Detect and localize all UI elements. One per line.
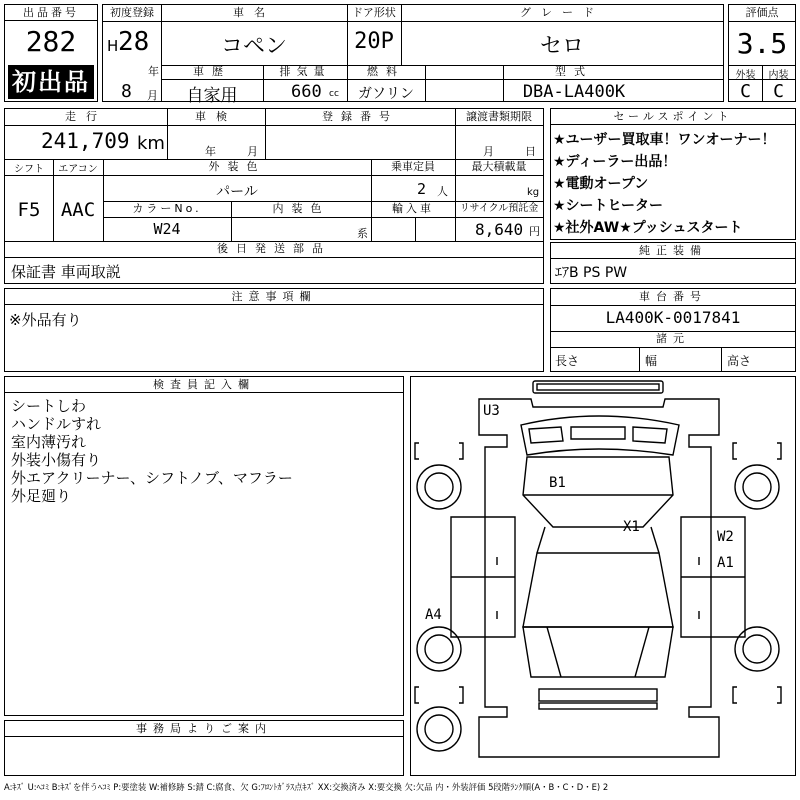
notes-text: ※外品有り: [9, 311, 82, 329]
length-label: 長さ: [555, 354, 580, 368]
insp-month-unit: 月: [247, 145, 258, 158]
lot-box: [4, 4, 98, 102]
height-label: 高さ: [727, 354, 752, 368]
history-label: 車歴: [193, 65, 231, 78]
sales-point-4: ★シートヒーター: [553, 198, 663, 214]
detail-box: [4, 108, 544, 284]
reg-month: 8: [121, 81, 132, 102]
inspector-line-4: 外装小傷有り: [11, 451, 102, 469]
shift: F5: [17, 199, 41, 221]
sales-label: セールスポイント: [551, 109, 795, 125]
ext-grade: C: [740, 81, 751, 102]
car-diagram: [411, 377, 795, 775]
sales-point-5: ★社外AW★プッシュスタート: [553, 220, 743, 236]
ac: AAC: [60, 199, 96, 221]
header-box: [102, 4, 724, 106]
lot-number: 282: [25, 25, 77, 58]
load-unit: kg: [527, 187, 540, 198]
shift-label: シフト: [14, 164, 44, 175]
sales-point-1: ★ユーザー買取車！ワンオーナー！: [553, 132, 776, 148]
grade: セロ: [539, 34, 584, 59]
displacement-unit: cc: [329, 89, 339, 99]
office-box: [4, 720, 404, 776]
office-label: 事務局よりご案内: [5, 721, 403, 737]
displacement: 660: [291, 82, 322, 102]
first-listing-badge: [8, 65, 94, 99]
width-label: 幅: [645, 354, 658, 368]
recycle-unit: 円: [529, 225, 540, 238]
insp-year-unit: 年: [205, 145, 216, 158]
notes-box: [4, 288, 544, 372]
import-label: 輸入車: [392, 202, 434, 215]
score-label: 評価点: [745, 6, 779, 19]
int-color-label: 内装色: [272, 202, 330, 215]
later-parts: 保証書 車両取説: [11, 263, 121, 281]
month-unit: 月: [147, 89, 158, 102]
displacement-label: 排気量: [279, 65, 331, 78]
model-code: DBA-LA400K: [522, 82, 626, 102]
equipment-box: [550, 242, 796, 284]
inspector-line-5: 外エアクリーナー、シフトノブ、マフラー: [11, 469, 293, 487]
first-listing-text: 初出品: [12, 68, 90, 96]
inspector-label: 検査員記入欄: [5, 377, 403, 393]
grade-label: グレード: [520, 6, 604, 19]
inspector-line-1: シートしわ: [11, 397, 87, 415]
year-unit: 年: [148, 65, 159, 78]
mileage-unit: km: [137, 133, 165, 154]
score-box: [728, 4, 796, 102]
chassis-label: 車台番号: [639, 290, 707, 303]
equipment-label: 純正装備: [551, 243, 795, 259]
recycle: 8,640: [475, 220, 524, 239]
mark-b1: B1: [549, 475, 566, 491]
transfer-day: 日: [525, 145, 536, 158]
recycle-label: リサイクル預託金: [459, 203, 539, 214]
capacity: 2: [417, 180, 427, 198]
color-no: W24: [153, 220, 181, 238]
later-parts-label: 後日発送部品: [217, 242, 331, 255]
color-no-label: カラーNo.: [132, 202, 202, 215]
lot-label: 出品番号: [5, 5, 97, 21]
chassis-box: [550, 288, 796, 372]
sales-box: [550, 108, 796, 240]
notes-label: 注意事項欄: [5, 289, 543, 305]
mileage: 241,709: [41, 129, 130, 153]
mark-a1: A1: [717, 555, 734, 571]
sales-point-2: ★ディーラー出品！: [553, 154, 677, 170]
mark-u3: U3: [483, 403, 500, 419]
ac-label: エアコン: [58, 164, 98, 175]
int-color-unit: 系: [357, 227, 368, 240]
int-label: 内装: [768, 70, 789, 81]
door-label: ドア形状: [352, 6, 396, 19]
inspector-line-2: ハンドルすれ: [11, 415, 102, 433]
car-name: コペン: [220, 34, 287, 59]
transfer-label: 譲渡書類期限: [466, 110, 532, 123]
door-type: 20P: [354, 29, 394, 54]
inspector-line-3: 室内薄汚れ: [11, 433, 87, 451]
ext-label: 外装: [735, 70, 756, 81]
era: H: [107, 37, 119, 55]
fuel-label: 燃料: [367, 65, 405, 78]
chassis-number: LA400K-0017841: [605, 308, 741, 327]
inspection-label: 車検: [195, 110, 237, 123]
mark-w2: W2: [717, 529, 734, 545]
car-name-label: 車名: [233, 6, 275, 19]
first-reg-label: 初度登録: [110, 6, 154, 19]
ext-color: パール: [216, 184, 258, 200]
equipment-text: ｴｱB PS PW: [555, 265, 628, 281]
car-diagram-box: [410, 376, 796, 776]
fuel: ガソリン: [358, 86, 414, 102]
ext-color-label: 外装色: [208, 160, 266, 173]
reg-no-label: 登録番号: [322, 110, 398, 123]
inspector-box: [4, 376, 404, 716]
capacity-label: 乗車定員: [391, 160, 435, 173]
capacity-unit: 人: [437, 185, 448, 198]
sales-point-3: ★電動オープン: [553, 176, 649, 192]
mark-a4: A4: [425, 607, 442, 623]
dims-label: 諸元: [656, 332, 690, 345]
reg-year: 28: [118, 27, 150, 57]
mileage-label: 走行: [65, 110, 107, 123]
load-label: 最大積載量: [471, 160, 527, 173]
transfer-month: 月: [483, 145, 494, 158]
history: 自家用: [186, 86, 238, 106]
model-label: 型式: [555, 65, 593, 78]
int-grade: C: [773, 81, 784, 102]
inspector-line-6: 外足廻り: [11, 487, 72, 505]
legend: A:ｷｽﾞ U:ﾍｺﾐ B:ｷｽﾞを伴うﾍｺﾐ P:要塗装 W:補修跡 S:錆 C:腐食、欠 G:ﾌﾛﾝﾄｶﾞﾗｽ点ｷｽﾞ XX:交換済み X:要交換 欠:欠品 内・外装評価 5段階ﾗﾝｸ順(A・B・C・D・E) 2: [4, 782, 609, 792]
mark-x1: X1: [623, 519, 640, 535]
score: 3.5: [736, 27, 788, 60]
